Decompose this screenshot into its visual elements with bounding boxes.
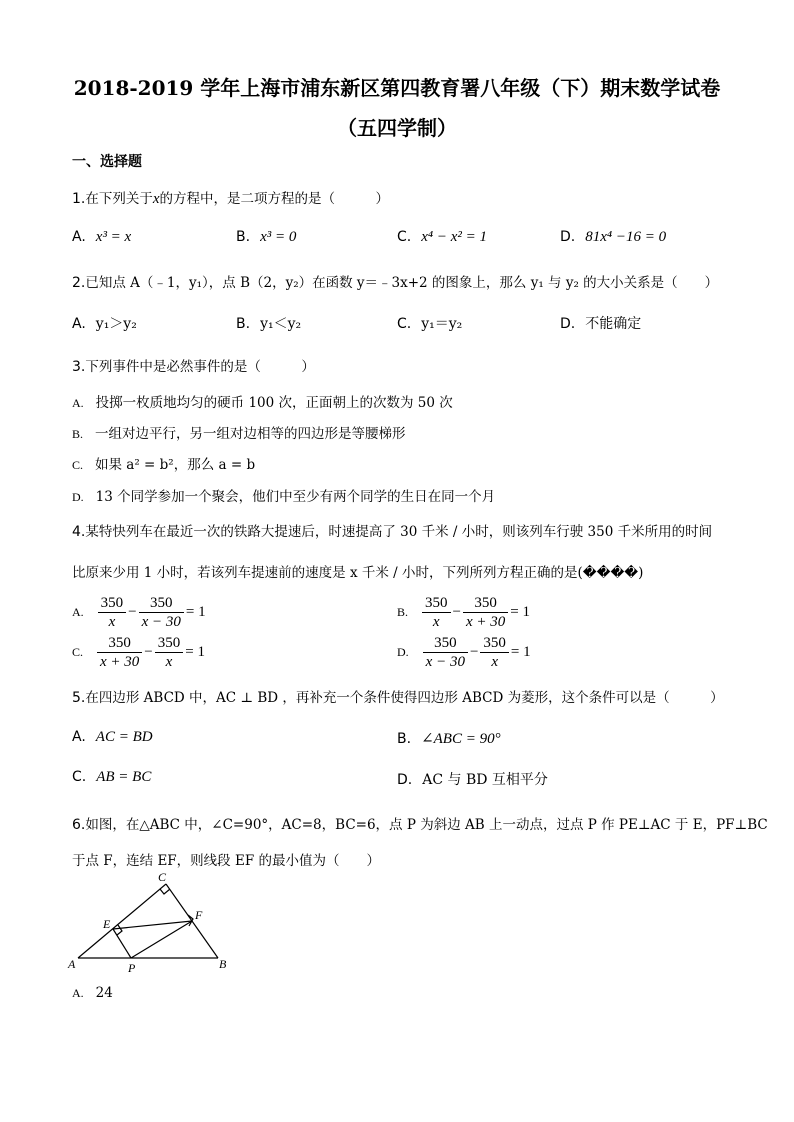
- q3-option-c: C. 如果 a² = b²，那么 a = b: [72, 457, 256, 473]
- q1-option-b: B. x³ = 0: [236, 229, 297, 245]
- q2-option-b: B. y₁＜y₂: [236, 316, 302, 332]
- q1-option-d: D. 81x⁴ −16 = 0: [560, 229, 667, 245]
- segment-pe: [113, 929, 131, 958]
- q5-option-c: C. AB = BC: [72, 769, 152, 785]
- question-2: 2.已知点 A（﹣1，y₁），点 B（2，y₂）在函数 y＝﹣3x+2 的图象上，那么 y₁ 与 y₂ 的大小关系是（ ）: [72, 275, 719, 291]
- label-e: E: [103, 917, 111, 931]
- question-6-line-2: 于点 F，连结 EF，则线段 EF 的最小值为（ ）: [72, 853, 380, 869]
- q5-option-b: B. ∠ABC = 90°: [397, 731, 501, 747]
- question-4-line-1: 4.某特快列车在最近一次的铁路大提速后，时速提高了 30 千米 / 小时，则该列车行驶 350 千米所用的时间: [72, 524, 713, 540]
- q3-option-d: D. 13 个同学参加一个聚会，他们中至少有两个同学的生日在同一个月: [72, 489, 496, 505]
- q2-option-a: A. y₁＞y₂: [72, 316, 137, 332]
- question-2-text: 已知点 A（﹣1，y₁），点 B（2，y₂）在函数 y＝﹣3x+2 的图象上，那么 y₁ 与 y₂ 的大小关系是（ ）: [85, 275, 719, 291]
- section-heading: 一、选择题: [72, 154, 142, 170]
- q4-option-b: B. $\frac{350}{x}$ − $\frac{350}{x + 30}$ = 1: [397, 595, 530, 630]
- q3-option-b: B. 一组对边平行，另一组对边相等的四边形是等腰梯形: [72, 426, 406, 442]
- right-angle-e: [117, 925, 122, 935]
- question-3-text: 下列事件中是必然事件的是（ ）: [85, 359, 315, 375]
- triangle-figure: [66, 868, 236, 978]
- q4-option-d: D. $\frac{350}{x - 30}$ − $\frac{350}{x}$ = 1: [397, 635, 531, 670]
- question-1-var: x: [152, 191, 160, 207]
- side-ac: [78, 884, 166, 958]
- q2-option-c: C. y₁＝y₂: [397, 316, 463, 332]
- label-c: C: [158, 870, 167, 884]
- q4-option-a: A. $\frac{350}{x}$ − $\frac{350}{x - 30}$ = 1: [72, 595, 206, 630]
- q6-option-a: A. 24: [72, 985, 113, 1001]
- right-angle-c: [160, 889, 170, 894]
- q1-option-a: A. x³ = x: [72, 229, 132, 245]
- q1-option-c: C. x⁴ − x² = 1: [397, 229, 488, 245]
- question-4-line-2: 比原来少用 1 小时，若该列车提速前的速度是 x 千米 / 小时，下列所列方程正确的是(����): [72, 565, 644, 581]
- question-1: [72, 187, 389, 208]
- question-1-text-post: 的方程中，是二项方程的是（ ）: [159, 191, 390, 207]
- label-p: P: [128, 961, 136, 975]
- q5-option-d: D. AC 与 BD 互相平分: [397, 772, 548, 788]
- title-line-2: （五四学制）: [337, 116, 457, 140]
- q4-option-c: C. $\frac{350}{x + 30}$ − $\frac{350}{x}$ = 1: [72, 635, 205, 670]
- question-5: 5.在四边形 ABCD 中，AC ⊥ BD ，再补充一个条件使得四边形 ABCD 为菱形，这个条件可以是（ ）: [72, 690, 724, 706]
- question-3: 3.下列事件中是必然事件的是（ ）: [72, 359, 315, 375]
- question-1-text-pre: 在下列关于: [85, 191, 153, 207]
- q2-option-d: D. 不能确定: [560, 316, 642, 332]
- label-f: F: [195, 908, 203, 922]
- question-1-number: 1.: [72, 191, 86, 207]
- title-line-1: 2018-2019 学年上海市浦东新区第四教育署八年级（下）期末数学试卷: [73, 76, 721, 100]
- label-b: B: [219, 957, 227, 971]
- q5-option-a: A. AC = BD: [72, 729, 153, 745]
- q3-option-a: A. 投掷一枚质地均匀的硬币 100 次，正面朝上的次数为 50 次: [72, 395, 453, 411]
- question-6-line-1: 6.如图，在△ABC 中，∠C=90°，AC=8，BC=6，点 P 为斜边 AB 上一动点，过点 P 作 PE⊥AC 于 E，PF⊥BC: [72, 817, 768, 833]
- label-a: A: [68, 957, 76, 971]
